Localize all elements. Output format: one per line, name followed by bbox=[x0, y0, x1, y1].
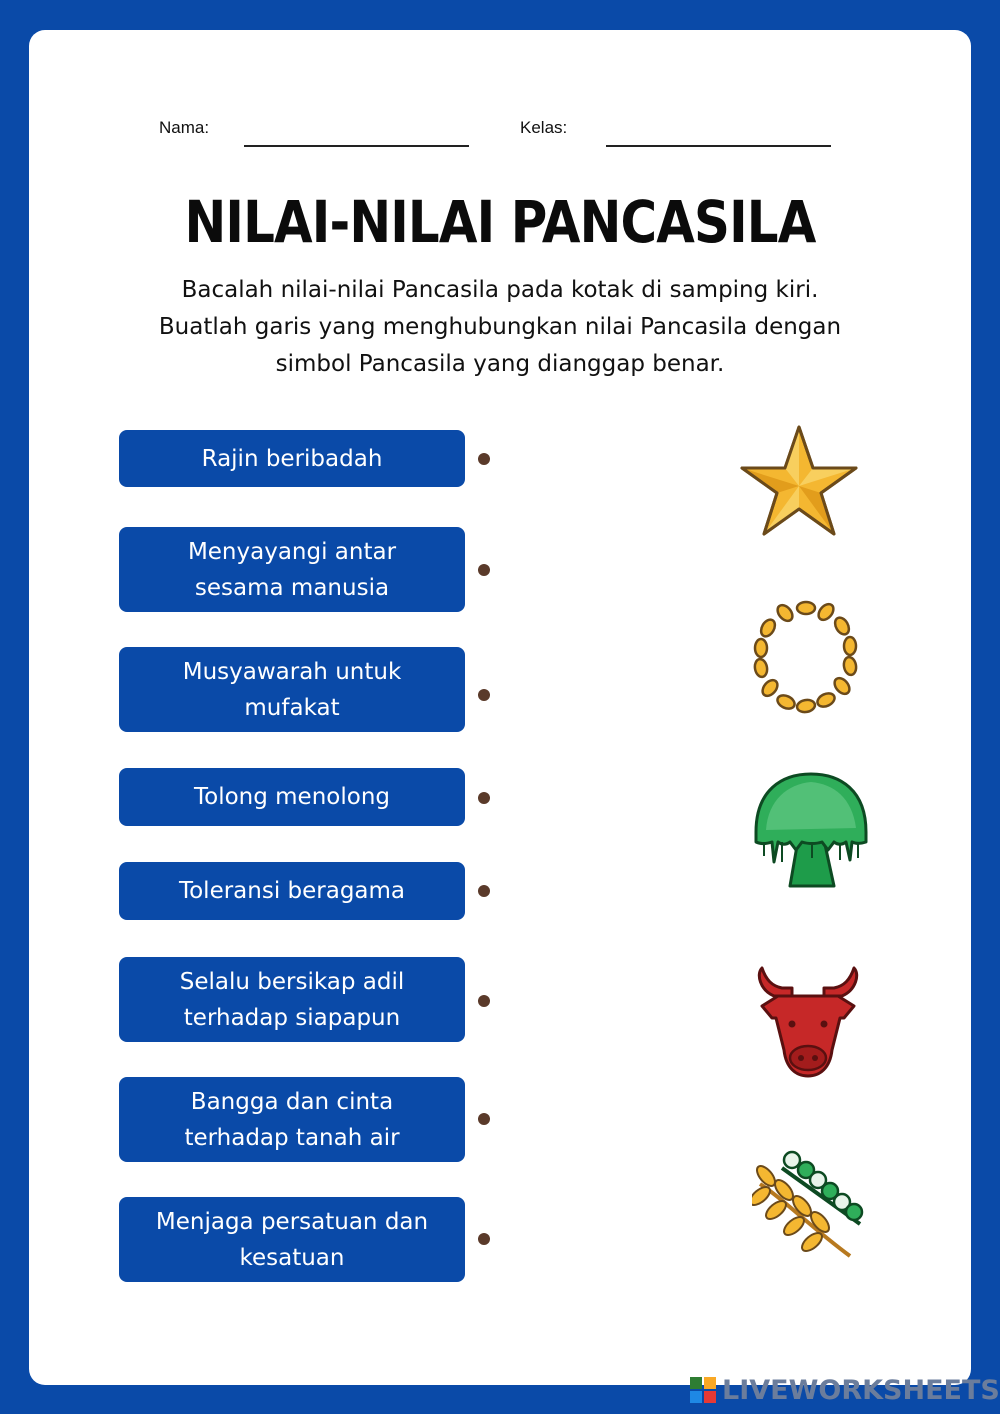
instruction-line-2: Buatlah garis yang menghubungkan nilai Pancasila dengan bbox=[158, 314, 842, 340]
connector-dot-7[interactable] bbox=[478, 1113, 490, 1125]
connector-dot-1[interactable] bbox=[478, 453, 490, 465]
liveworksheets-logo-icon bbox=[690, 1377, 716, 1403]
instruction-line-1: Bacalah nilai-nilai Pancasila pada kotak di samping kiri. bbox=[181, 277, 819, 303]
page-title: NILAI-NILAI PANCASILA bbox=[184, 188, 816, 256]
value-box-7 bbox=[119, 1077, 465, 1162]
bull-head-icon[interactable] bbox=[752, 966, 864, 1080]
connector-dot-6[interactable] bbox=[478, 995, 490, 1007]
chain-icon[interactable] bbox=[750, 598, 862, 716]
connector-dot-5[interactable] bbox=[478, 885, 490, 897]
class-label: Kelas: bbox=[520, 118, 568, 137]
value-text: sesama manusia bbox=[194, 574, 390, 601]
connector-dot-8[interactable] bbox=[478, 1233, 490, 1245]
value-text: Tolong menolong bbox=[193, 784, 390, 810]
value-text: Selalu bersikap adil bbox=[179, 968, 405, 995]
value-box-4 bbox=[119, 768, 465, 826]
value-box-1 bbox=[119, 430, 465, 487]
value-text: Musyawarah untuk bbox=[182, 658, 402, 685]
instruction-line-3: simbol Pancasila yang dianggap benar. bbox=[275, 351, 725, 377]
value-text: Rajin beribadah bbox=[201, 445, 383, 472]
connector-dot-4[interactable] bbox=[478, 792, 490, 804]
class-line[interactable] bbox=[606, 145, 831, 147]
value-text: Toleransi beragama bbox=[178, 878, 406, 904]
value-text: Bangga dan cinta bbox=[190, 1088, 394, 1115]
value-box-8 bbox=[119, 1197, 465, 1282]
watermark-text: LIVEWORKSHEETS bbox=[722, 1374, 1000, 1406]
connector-dot-2[interactable] bbox=[478, 564, 490, 576]
value-box-2 bbox=[119, 527, 465, 612]
rice-cotton-icon[interactable] bbox=[752, 1148, 870, 1260]
value-text: kesatuan bbox=[239, 1244, 345, 1271]
value-text: Menyayangi antar bbox=[187, 538, 397, 565]
value-text: mufakat bbox=[244, 694, 340, 721]
star-icon[interactable] bbox=[738, 424, 860, 538]
connector-dot-3[interactable] bbox=[478, 689, 490, 701]
name-line[interactable] bbox=[244, 145, 469, 147]
value-text: terhadap siapapun bbox=[183, 1004, 401, 1031]
value-box-3 bbox=[119, 647, 465, 732]
banyan-tree-icon[interactable] bbox=[752, 770, 870, 890]
liveworksheets-watermark bbox=[690, 1374, 1000, 1406]
value-text: Menjaga persatuan dan bbox=[155, 1208, 429, 1235]
value-box-6 bbox=[119, 957, 465, 1042]
value-box-5 bbox=[119, 862, 465, 920]
instructions bbox=[100, 272, 900, 383]
value-text: terhadap tanah air bbox=[184, 1124, 400, 1151]
name-label: Nama: bbox=[159, 118, 210, 137]
